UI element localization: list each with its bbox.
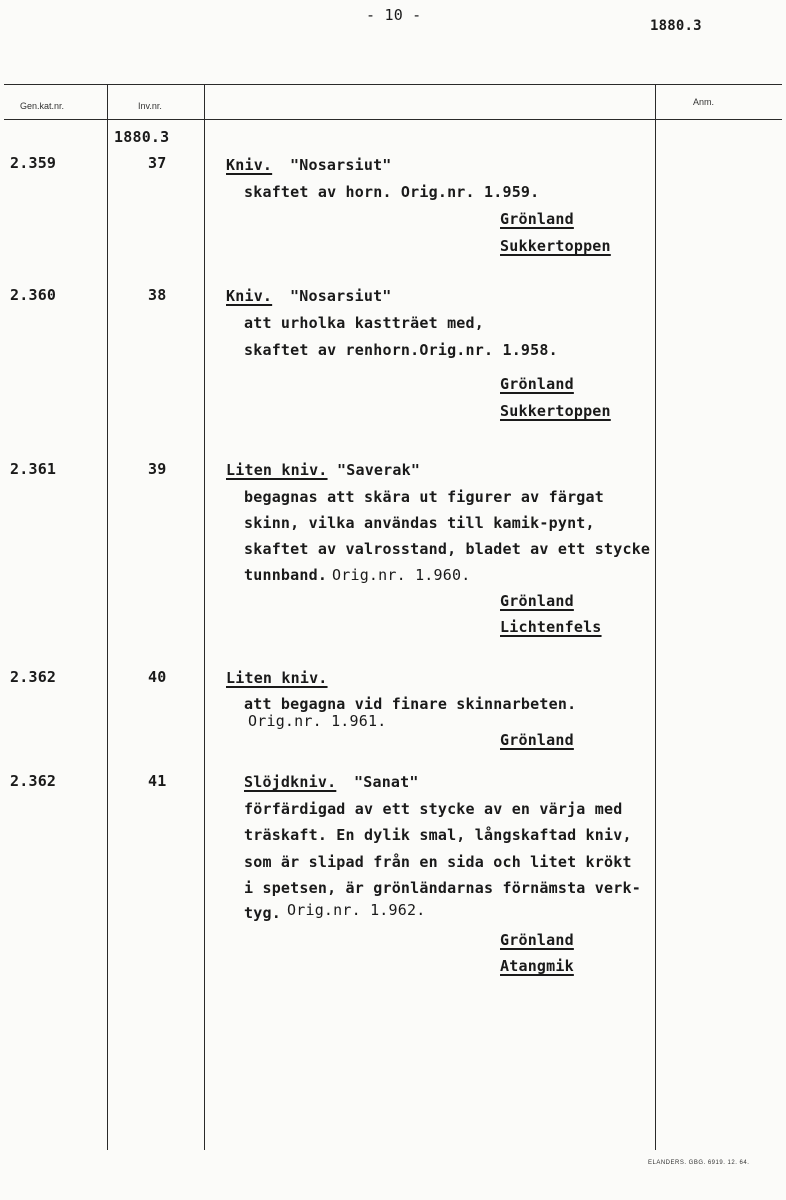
description-line: skinn, vilka användas till kamik-pynt,: [244, 514, 595, 532]
native-name: "Saverak": [337, 461, 421, 479]
genkat-number: 2.362: [10, 668, 57, 686]
entry-title: Kniv.: [226, 156, 273, 174]
column-header-anm: Anm.: [693, 97, 715, 107]
genkat-number: 2.361: [10, 460, 57, 478]
place-locality: Atangmik: [500, 957, 574, 975]
inventory-subheader: 1880.3: [114, 128, 170, 146]
description-line: att begagna vid finare skinnarbeten.: [244, 695, 577, 713]
description-line: begagnas att skära ut figurer av färgat: [244, 488, 604, 506]
place-country: Grönland: [500, 931, 574, 949]
entry-title: Kniv.: [226, 287, 273, 305]
printer-imprint: ELANDERS. GBG. 6919. 12. 64.: [648, 1160, 750, 1166]
place-country: Grönland: [500, 375, 574, 393]
original-number: Orig.nr. 1.960.: [332, 566, 471, 584]
native-name: "Nosarsiut": [290, 287, 392, 305]
header-bottom-rule: [4, 119, 782, 120]
inv-number: 41: [148, 772, 167, 790]
description-line: i spetsen, är grönländarnas förnämsta verk-: [244, 879, 641, 897]
column-divider-3: [655, 84, 656, 1150]
inv-number: 40: [148, 668, 167, 686]
native-name: "Nosarsiut": [290, 156, 392, 174]
place-locality: Sukkertoppen: [500, 402, 611, 420]
header-top-rule: [4, 84, 782, 85]
column-divider-2: [204, 84, 205, 1150]
description-line: tunnband.: [244, 566, 328, 584]
genkat-number: 2.362: [10, 772, 57, 790]
place-country: Grönland: [500, 210, 574, 228]
description-line: träskaft. En dylik smal, långskaftad kniv,: [244, 826, 632, 844]
original-number: Orig.nr. 1.962.: [287, 901, 426, 919]
description-line: skaftet av horn. Orig.nr. 1.959.: [244, 183, 540, 201]
description-line: att urholka kastträet med,: [244, 314, 484, 332]
inv-number: 37: [148, 154, 167, 172]
entry-title: Liten kniv.: [226, 669, 328, 687]
page-series: 1880.3: [650, 18, 702, 34]
column-header-inv: Inv.nr.: [138, 101, 162, 111]
description-line: tyg.: [244, 904, 281, 922]
inv-number: 39: [148, 460, 167, 478]
entry-title: Slöjdkniv.: [244, 773, 337, 791]
genkat-number: 2.360: [10, 286, 57, 304]
description-line: skaftet av valrosstand, bladet av ett stycke: [244, 540, 651, 558]
entry-title: Liten kniv.: [226, 461, 328, 479]
genkat-number: 2.359: [10, 154, 57, 172]
description-line: skaftet av renhorn.Orig.nr. 1.958.: [244, 341, 558, 359]
place-locality: Lichtenfels: [500, 618, 602, 636]
place-country: Grönland: [500, 592, 574, 610]
description-line: förfärdigad av ett stycke av en värja med: [244, 800, 623, 818]
place-country: Grönland: [500, 731, 574, 749]
place-locality: Sukkertoppen: [500, 237, 611, 255]
description-line: som är slipad från en sida och litet krökt: [244, 853, 632, 871]
page-number: - 10 -: [366, 6, 422, 24]
inv-number: 38: [148, 286, 167, 304]
native-name: "Sanat": [354, 773, 419, 791]
column-header-genkat: Gen.kat.nr.: [20, 101, 65, 111]
column-divider-1: [107, 84, 108, 1150]
original-number: Orig.nr. 1.961.: [248, 712, 387, 730]
